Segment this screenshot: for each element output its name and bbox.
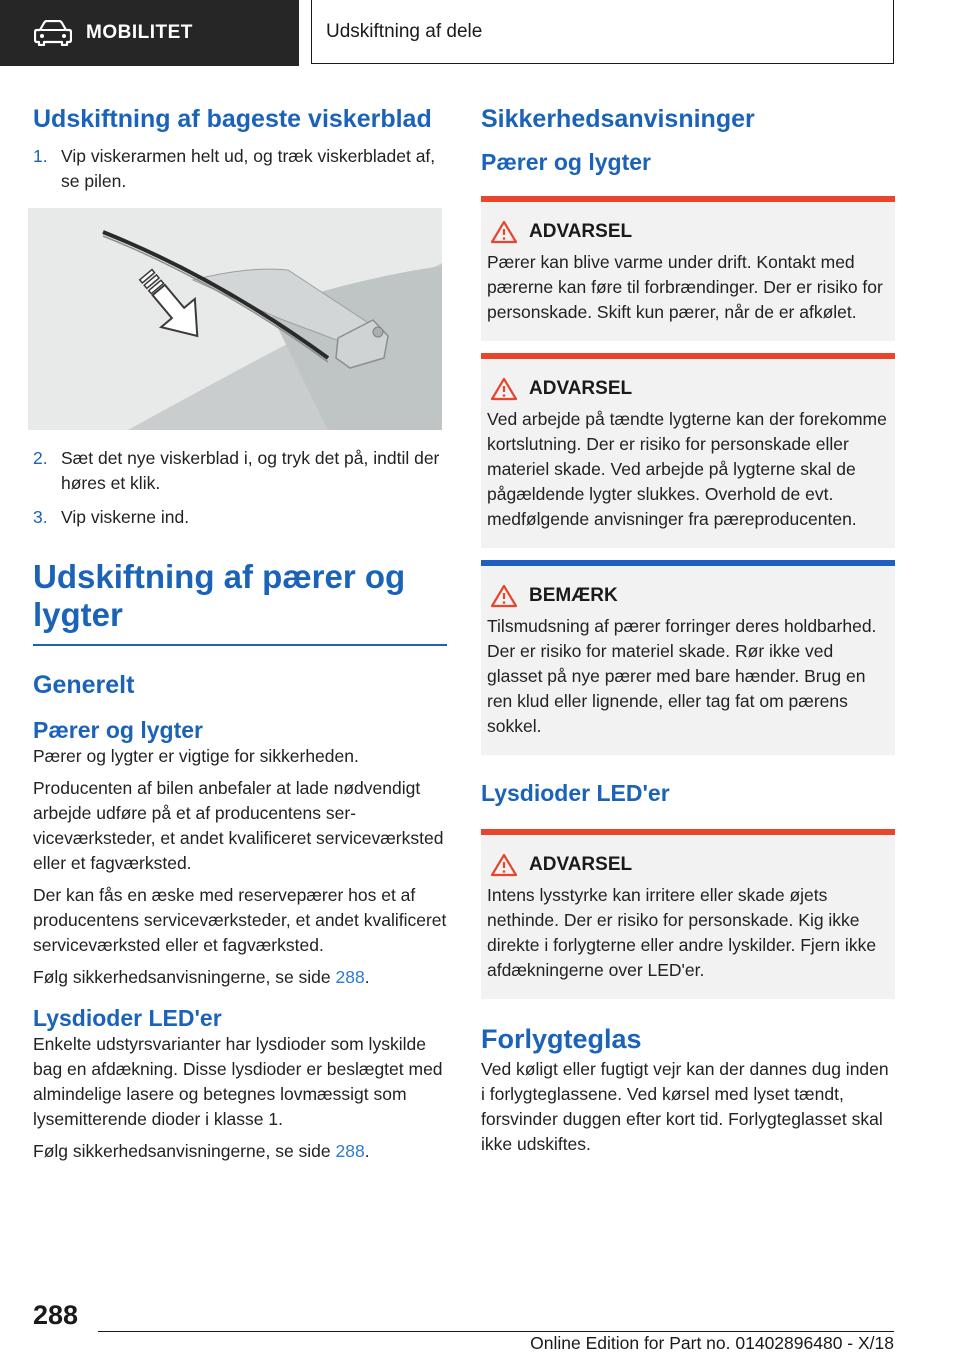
right-column [481,100,895,1157]
paragraph-text: Følg sikkerhedsanvisningerne, se side [33,966,336,987]
paragraph: Ved køligt eller fugtigt vejr kan der dannes dug inden i forlygteglassene. Ved kørsel med lyset tændt, forsvinder duggen efter kort tid. Forlygteglasset skal ikke udskiftes. [481,1059,889,1154]
paragraph: Pærer og lygter er vigtige for sikkerheden. [33,745,359,766]
warning-icon [491,853,517,877]
warning-title [491,853,889,877]
wiper-illustration [28,208,442,430]
warning-title-text: ADVARSEL [529,221,633,242]
warning-title-text: ADVARSEL [529,854,633,875]
edition-text: Online Edition for Part no. 01402896480 - X/18 [530,1333,894,1353]
warning-box [481,829,895,999]
paragraph-text: . [364,966,370,987]
footer-rule [98,1331,894,1332]
paragraph: Der kan fås en æske med reservepærer hos et af producentens serviceværksteder, et andet kvalificeret serviceværksted eller et fagværksted. [33,884,447,955]
chapter-tab [311,0,894,64]
page-number: 288 [33,1300,79,1330]
warning-text: Intens lysstyrke kan irritere eller skade øjets nethinde. Der er risiko for personskade. Kig ikke direkte i forlygterne eller andre lyskilder. Fjern ikke afdækningerne over LED'er. [487,885,877,980]
section-tab [0,0,299,66]
step-number: 2. [33,448,48,468]
warning-icon [491,584,517,608]
note-box [481,560,895,755]
step-number: 3. [33,507,48,527]
heading-bulbs-lights: Pærer og lygter [481,149,651,175]
list-item [33,505,447,530]
warning-title [491,377,889,401]
car-icon [34,20,72,46]
heading-rule [33,644,447,646]
heading-led: Lysdioder LED'er [481,780,670,806]
heading-rear-wiper: Udskiftning af bageste viskerblad [33,105,432,133]
left-column [33,100,447,1164]
paragraph [33,965,447,990]
paragraph [33,1139,447,1164]
step-number: 1. [33,146,48,166]
section-label: MOBILITET [86,22,193,43]
warning-icon [491,377,517,401]
warning-text: Ved arbejde på tændte lygterne kan der forekomme kortslutning. Der er risiko for personskade eller materiel skade. Ved arbejde på lygterne skal de pågældende lygter slukkes. Overhold de evt. medfølgende anvisninger fra pæreproducenten. [487,409,887,529]
warning-title [491,220,889,244]
warning-box [481,353,895,548]
heading-headlight-glass: Forlygteglas [481,1024,642,1054]
heading-bulbs-lights: Pærer og lygter [33,716,203,743]
page-link[interactable]: 288 [335,1140,365,1161]
paragraph: Enkelte udstyrsvarianter har lysdioder som lyskilde bag en afdækning. Disse lysdioder er beslægtet med almindelige lasere og betegnes lovmæssigt som lysemitterende dioder i klasse 1. [33,1033,443,1129]
note-title-text: BEMÆRK [529,585,618,606]
warning-title-text: ADVARSEL [529,378,633,399]
heading-safety: Sikkerhedsanvisninger [481,105,755,133]
page-link[interactable]: 288 [335,966,365,987]
warning-icon [491,220,517,244]
wiper-image [28,208,442,430]
step-text: Vip viskerne ind. [61,507,190,527]
warning-box [481,196,895,341]
step-text: Vip viskerarmen helt ud, og træk viskerbladet af, se pilen. [61,146,436,191]
heading-general: Generelt [33,670,135,699]
chapter-title: Udskiftning af dele [326,20,483,42]
step-text: Sæt det nye viskerblad i, og tryk det på, indtil der høres et klik. [61,448,440,493]
paragraph-text: . [364,1140,370,1161]
note-title [491,584,889,608]
heading-bulbs: Udskiftning af pærer og lygter [33,558,406,633]
paragraph: Producenten af bilen anbefaler at lade nødvendigt arbejde udføre på et af producentens serviceværksteder, et andet kvalificeret serviceværksted eller et fagværksted. [33,777,444,873]
heading-led: Lysdioder LED'er [33,1004,222,1031]
note-text: Tilsmudsning af pærer forringer deres holdbarhed. Der er risiko for materiel skade. Rør ikke ved glasset på nye pærer med bare hænder. Brug en ren klud eller lignende, eller tag fat om pærens sokkel. [487,616,877,736]
paragraph-text: Følg sikkerhedsanvisningerne, se side [33,1140,336,1161]
warning-text: Pærer kan blive varme under drift. Kontakt med pærerne kan føre til forbrændinger. Der er risiko for personskade. Skift kun pærer, når de er afkølet. [487,252,883,322]
list-item [33,446,447,496]
list-item [33,144,447,194]
page-header [0,0,960,66]
